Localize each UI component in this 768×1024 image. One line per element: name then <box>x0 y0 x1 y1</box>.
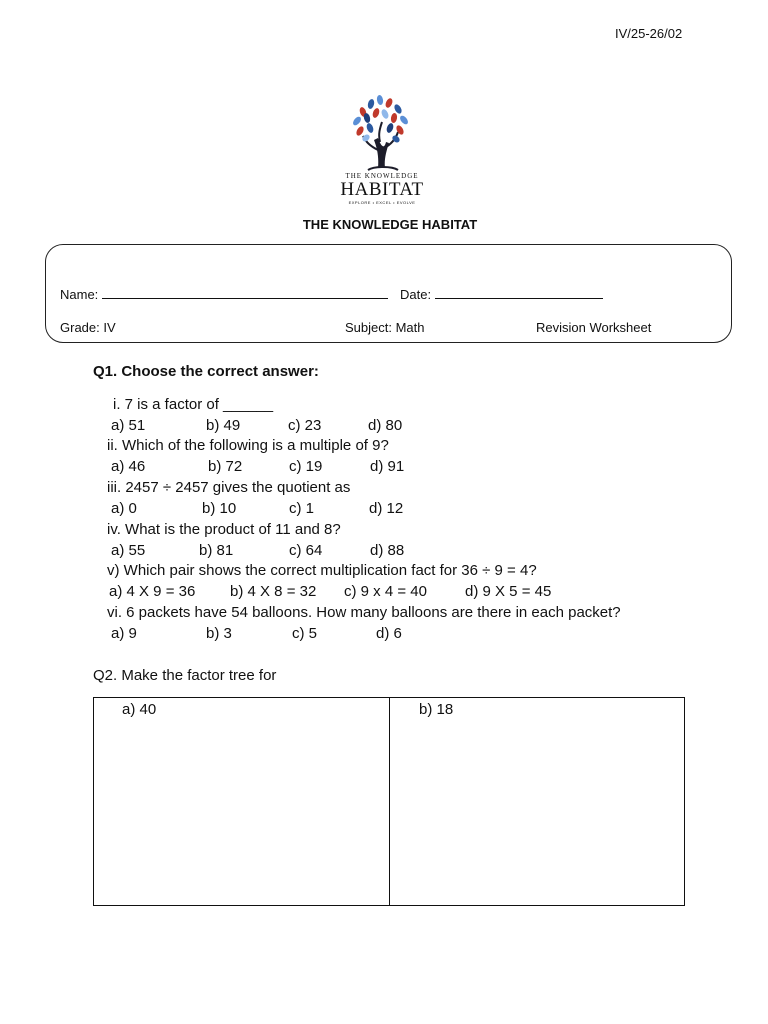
q1-option-c: c) 23 <box>288 417 322 434</box>
q6-option-c: c) 5 <box>292 625 318 642</box>
q5-option-b: b) 4 X 8 = 32 <box>230 583 317 600</box>
q4-option-b: b) 81 <box>199 542 234 559</box>
q2-option-b: b) 72 <box>208 458 243 475</box>
factor-tree-table <box>93 697 685 906</box>
question-1: i. 7 is a factor of ______ <box>113 396 274 413</box>
grade-text: Grade: IV <box>60 320 116 335</box>
q2-option-c: c) 19 <box>289 458 323 475</box>
question-3: iii. 2457 ÷ 2457 gives the quotient as <box>107 479 351 496</box>
name-blank <box>102 287 388 299</box>
date-field <box>400 287 603 302</box>
q3-option-c: c) 1 <box>289 500 315 517</box>
q2-heading: Q2. Make the factor tree for <box>93 667 277 684</box>
q4-option-d: d) 88 <box>370 542 405 559</box>
q1-option-b: b) 49 <box>206 417 241 434</box>
q5-option-d: d) 9 X 5 = 45 <box>465 583 552 600</box>
school-logo <box>308 88 456 208</box>
worksheet-title: Revision Worksheet <box>536 320 652 335</box>
q1-heading: Q1. Choose the correct answer: <box>93 363 319 380</box>
q1-option-d: d) 80 <box>368 417 403 434</box>
q6-option-a: a) 9 <box>111 625 137 642</box>
subject-text: Subject: Math <box>345 320 425 335</box>
q2-option-d: d) 91 <box>370 458 405 475</box>
date-label: Date: <box>400 287 432 302</box>
q6-option-d: d) 6 <box>376 625 402 642</box>
factor-tree-cell-a-label: a) 40 <box>122 701 157 718</box>
question-2: ii. Which of the following is a multiple of 9? <box>107 437 389 454</box>
q3-option-b: b) 10 <box>202 500 237 517</box>
name-field <box>60 287 388 302</box>
document-reference: IV/25-26/02 <box>615 26 683 41</box>
q2-option-a: a) 46 <box>111 458 146 475</box>
question-6: vi. 6 packets have 54 balloons. How many balloons are there in each packet? <box>107 604 621 621</box>
q5-option-a: a) 4 X 9 = 36 <box>109 583 196 600</box>
q1-option-a: a) 51 <box>111 417 146 434</box>
q4-option-a: a) 55 <box>111 542 146 559</box>
q3-option-d: d) 12 <box>369 500 404 517</box>
factor-tree-cell-b-label: b) 18 <box>419 701 454 718</box>
school-name: THE KNOWLEDGE HABITAT <box>302 217 478 232</box>
date-blank <box>435 287 603 299</box>
q6-option-b: b) 3 <box>206 625 232 642</box>
logo-tagline: EXPLORE • EXCEL • EVOLVE <box>348 200 416 205</box>
name-label: Name: <box>60 287 99 302</box>
logo-main-text: HABITAT <box>340 179 424 200</box>
table-divider <box>389 698 390 905</box>
question-5: v) Which pair shows the correct multiplication fact for 36 ÷ 9 = 4? <box>107 562 537 579</box>
question-4: iv. What is the product of 11 and 8? <box>107 521 341 538</box>
q4-option-c: c) 64 <box>289 542 323 559</box>
logo-top-text: THE KNOWLEDGE <box>345 172 419 180</box>
q3-option-a: a) 0 <box>111 500 137 517</box>
q5-option-c: c) 9 x 4 = 40 <box>344 583 427 600</box>
